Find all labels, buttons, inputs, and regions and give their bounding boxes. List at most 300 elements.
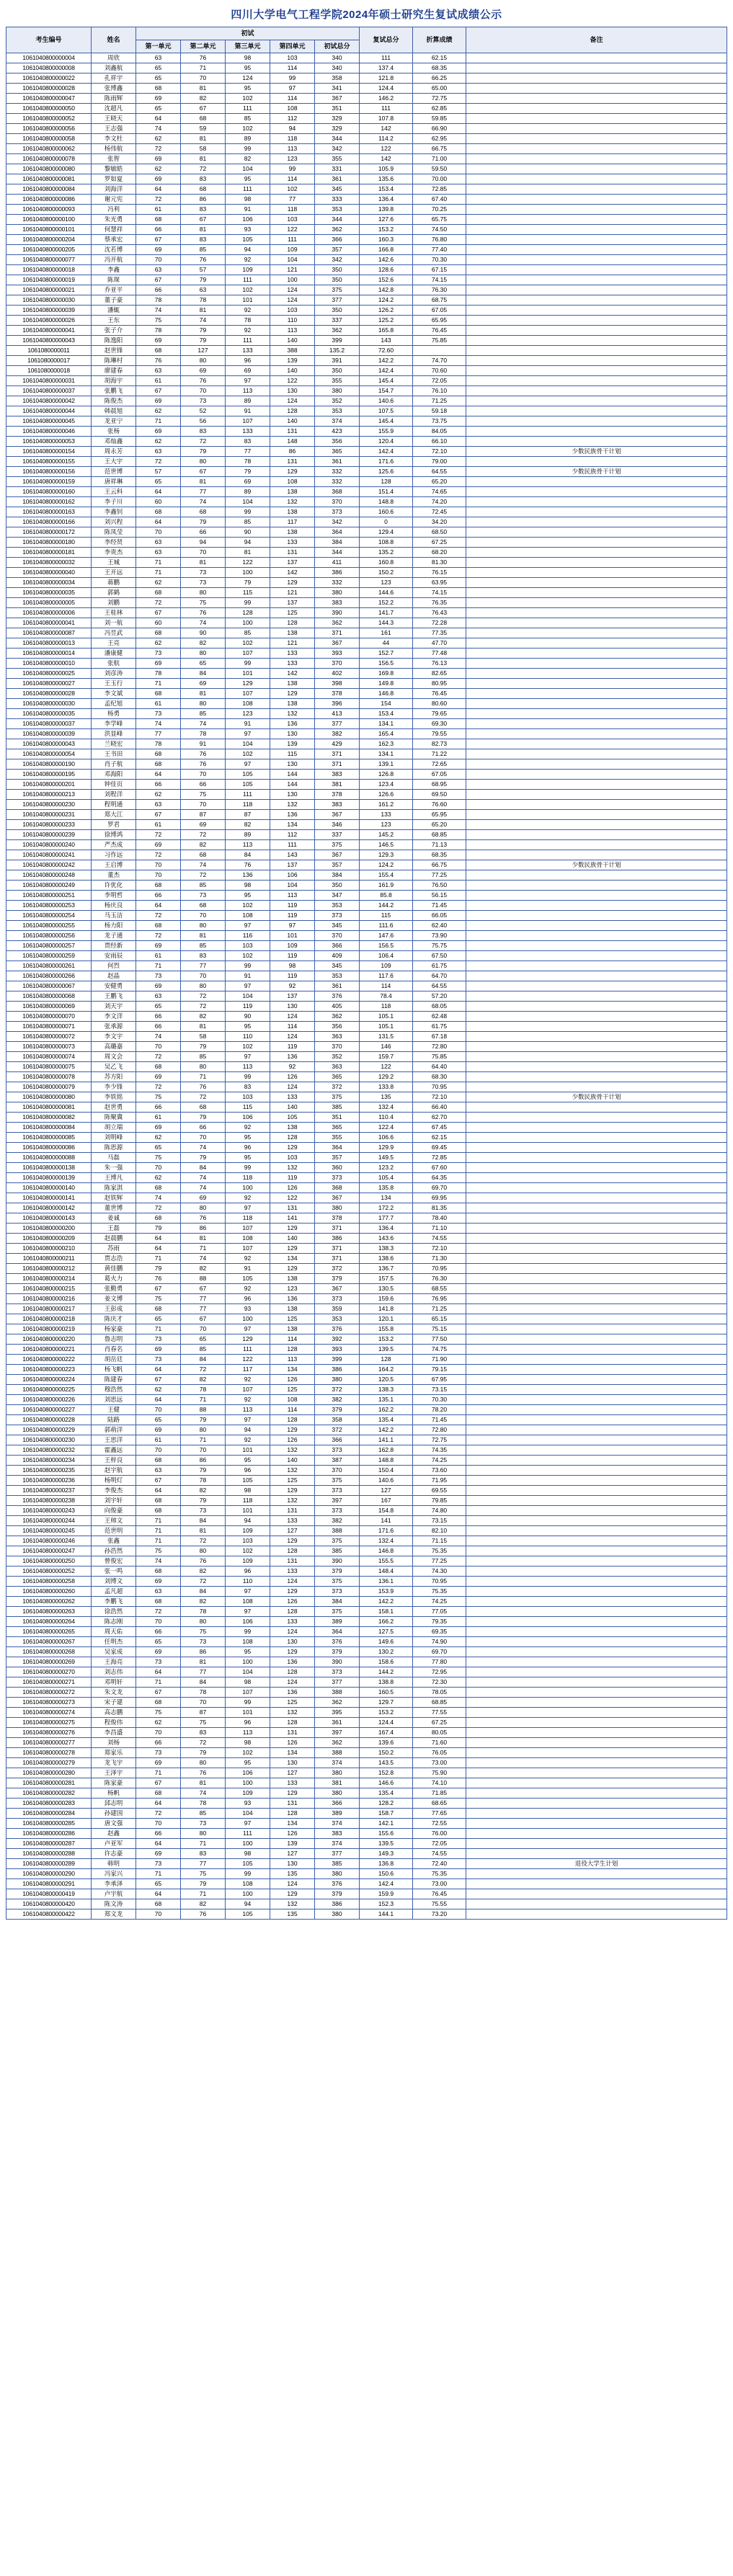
cell-unit1: 72: [136, 195, 181, 205]
cell-unit4: 125: [270, 1698, 315, 1708]
cell-converted: 34.20: [413, 517, 466, 527]
cell-converted: 47.70: [413, 638, 466, 649]
cell-chushi-total: 371: [315, 749, 360, 759]
cell-name: 孟纪旭: [92, 699, 136, 709]
cell-unit2: 79: [181, 336, 226, 346]
cell-fushi-total: 146.5: [360, 840, 413, 850]
cell-id: 1061040800000275: [6, 1718, 92, 1728]
cell-unit2: 67: [181, 215, 226, 225]
cell-fushi-total: 146.8: [360, 1546, 413, 1556]
cell-unit3: 94: [226, 1425, 270, 1435]
cell-converted: 66.05: [413, 911, 466, 921]
cell-unit3: 95: [226, 174, 270, 184]
cell-unit4: 137: [270, 558, 315, 568]
cell-unit4: 103: [270, 215, 315, 225]
cell-unit3: 95: [226, 1022, 270, 1032]
cell-id: 1061040800000228: [6, 1415, 92, 1425]
cell-name: 王泽宇: [92, 1768, 136, 1778]
cell-converted: 69.30: [413, 719, 466, 729]
cell-name: 赵鑫: [92, 1829, 136, 1839]
cell-unit3: 118: [226, 1496, 270, 1506]
header-chushi-group: 初试: [136, 27, 360, 40]
cell-note: [466, 1748, 727, 1758]
cell-converted: 73.90: [413, 931, 466, 941]
table-row: [6, 94, 727, 104]
cell-name: 范世明: [92, 1526, 136, 1536]
cell-chushi-total: 365: [315, 1072, 360, 1082]
cell-unit3: 97: [226, 1203, 270, 1213]
cell-unit3: 105: [226, 1859, 270, 1869]
cell-fushi-total: 127.5: [360, 1627, 413, 1637]
cell-unit2: 85: [181, 245, 226, 255]
cell-unit2: 76: [181, 53, 226, 63]
cell-unit4: 113: [270, 891, 315, 901]
table-row: [6, 860, 727, 870]
cell-unit4: 119: [270, 971, 315, 981]
cell-name: 王健: [92, 1405, 136, 1415]
cell-chushi-total: 375: [315, 1476, 360, 1486]
cell-converted: 68.20: [413, 548, 466, 558]
cell-unit4: 124: [270, 1627, 315, 1637]
cell-unit2: 84: [181, 1677, 226, 1688]
cell-unit1: 75: [136, 1708, 181, 1718]
cell-unit1: 65: [136, 1143, 181, 1153]
cell-fushi-total: 153.4: [360, 709, 413, 719]
cell-unit3: 92: [226, 255, 270, 265]
cell-unit2: 79: [181, 1153, 226, 1163]
cell-converted: 79.00: [413, 457, 466, 467]
cell-unit4: 122: [270, 1193, 315, 1203]
table-row: [6, 538, 727, 548]
cell-unit1: 65: [136, 1637, 181, 1647]
table-row: [6, 1546, 727, 1556]
cell-note: [466, 255, 727, 265]
cell-fushi-total: 155.8: [360, 1324, 413, 1334]
cell-note: [466, 679, 727, 689]
cell-unit1: 70: [136, 870, 181, 881]
cell-note: [466, 326, 727, 336]
cell-fushi-total: 144.2: [360, 1667, 413, 1677]
cell-unit2: 73: [181, 1819, 226, 1829]
cell-note: [466, 1758, 727, 1768]
table-row: [6, 63, 727, 73]
cell-unit1: 63: [136, 800, 181, 810]
cell-unit4: 124: [270, 285, 315, 295]
cell-fushi-total: 120.4: [360, 437, 413, 447]
table-row: [6, 911, 727, 921]
table-row: [6, 1799, 727, 1809]
cell-unit3: 113: [226, 1728, 270, 1738]
cell-id: 1061040800000141: [6, 1193, 92, 1203]
cell-unit1: 67: [136, 386, 181, 396]
cell-name: 兰晓宏: [92, 739, 136, 749]
cell-note: 少数民族骨干计划: [466, 1092, 727, 1102]
cell-fushi-total: 142: [360, 154, 413, 164]
cell-name: 王博凡: [92, 1173, 136, 1183]
table-row: [6, 1657, 727, 1667]
cell-unit4: 128: [270, 1607, 315, 1617]
cell-unit4: 126: [270, 1183, 315, 1193]
cell-fushi-total: 154: [360, 699, 413, 709]
cell-fushi-total: 161: [360, 628, 413, 638]
cell-note: [466, 1183, 727, 1193]
cell-unit2: 79: [181, 1415, 226, 1425]
cell-fushi-total: 135.4: [360, 1415, 413, 1425]
cell-chushi-total: 372: [315, 1264, 360, 1274]
cell-id: 1061040800000230: [6, 800, 92, 810]
cell-unit1: 64: [136, 770, 181, 780]
cell-chushi-total: 340: [315, 63, 360, 73]
cell-note: [466, 487, 727, 497]
cell-note: [466, 1173, 727, 1183]
cell-chushi-total: 380: [315, 1909, 360, 1920]
cell-unit4: 138: [270, 1274, 315, 1284]
table-row: [6, 1345, 727, 1355]
cell-unit1: 67: [136, 810, 181, 820]
cell-chushi-total: 397: [315, 1496, 360, 1506]
table-row: [6, 1879, 727, 1889]
cell-unit4: 113: [270, 144, 315, 154]
cell-unit3: 107: [226, 649, 270, 659]
cell-unit4: 134: [270, 1365, 315, 1375]
cell-name: 陈家豪: [92, 1778, 136, 1788]
cell-unit2: 70: [181, 548, 226, 558]
cell-unit3: 110: [226, 1577, 270, 1587]
cell-id: 1061040800000030: [6, 295, 92, 306]
cell-unit3: 113: [226, 840, 270, 850]
cell-name: 孙浩然: [92, 1546, 136, 1556]
cell-unit3: 109: [226, 1788, 270, 1799]
cell-unit4: 129: [270, 1425, 315, 1435]
cell-chushi-total: 375: [315, 1607, 360, 1617]
cell-unit2: 52: [181, 406, 226, 416]
cell-unit3: 111: [226, 104, 270, 114]
cell-fushi-total: 129.4: [360, 527, 413, 538]
cell-unit2: 83: [181, 205, 226, 215]
cell-chushi-total: 329: [315, 114, 360, 124]
cell-name: 冯家兴: [92, 1869, 136, 1879]
cell-name: 高璐嘉: [92, 1042, 136, 1052]
cell-chushi-total: 388: [315, 1748, 360, 1758]
cell-fushi-total: 155.6: [360, 1829, 413, 1839]
cell-id: 1061040800000008: [6, 63, 92, 73]
cell-converted: 70.25: [413, 205, 466, 215]
cell-unit2: 85: [181, 1052, 226, 1062]
cell-name: 刘明峰: [92, 1133, 136, 1143]
cell-fushi-total: 143.6: [360, 1234, 413, 1244]
table-row: [6, 598, 727, 608]
cell-note: [466, 1334, 727, 1345]
cell-name: 王鹏飞: [92, 991, 136, 1002]
cell-name: 李经贤: [92, 538, 136, 548]
cell-fushi-total: 145.4: [360, 376, 413, 386]
cell-note: [466, 114, 727, 124]
cell-note: [466, 1113, 727, 1123]
cell-name: 李昌盛: [92, 1728, 136, 1738]
cell-name: 龙飞宇: [92, 1758, 136, 1768]
cell-chushi-total: 361: [315, 981, 360, 991]
cell-id: 1061040800000028: [6, 689, 92, 699]
cell-unit4: 121: [270, 588, 315, 598]
cell-unit4: 114: [270, 1405, 315, 1415]
cell-fushi-total: 106.4: [360, 951, 413, 961]
cell-name: 李鹏飞: [92, 1597, 136, 1607]
cell-unit3: 136: [226, 870, 270, 881]
table-row: [6, 709, 727, 719]
cell-name: 郑家乐: [92, 1748, 136, 1758]
cell-unit4: 129: [270, 1889, 315, 1899]
cell-unit2: 68: [181, 507, 226, 517]
cell-unit2: 78: [181, 295, 226, 306]
cell-unit1: 76: [136, 356, 181, 366]
cell-unit1: 71: [136, 568, 181, 578]
cell-unit3: 96: [226, 1294, 270, 1304]
cell-id: 1061040800000014: [6, 649, 92, 659]
cell-unit1: 78: [136, 295, 181, 306]
cell-unit1: 72: [136, 457, 181, 467]
cell-unit4: 140: [270, 1234, 315, 1244]
cell-unit2: 70: [181, 911, 226, 921]
cell-converted: 67.50: [413, 951, 466, 961]
cell-chushi-total: 370: [315, 659, 360, 669]
cell-id: 1061040800000088: [6, 1153, 92, 1163]
cell-unit2: 78: [181, 1799, 226, 1809]
cell-id: 1061040800000419: [6, 1889, 92, 1899]
cell-unit3: 96: [226, 356, 270, 366]
cell-fushi-total: 152.3: [360, 1899, 413, 1909]
cell-unit4: 144: [270, 770, 315, 780]
cell-note: [466, 891, 727, 901]
cell-unit4: 92: [270, 981, 315, 991]
cell-note: [466, 1032, 727, 1042]
cell-unit4: 125: [270, 1385, 315, 1395]
cell-chushi-total: 377: [315, 719, 360, 729]
cell-id: 1061040800000035: [6, 709, 92, 719]
table-row: [6, 356, 727, 366]
cell-unit2: 80: [181, 699, 226, 709]
cell-unit1: 64: [136, 184, 181, 195]
table-row: [6, 1244, 727, 1254]
cell-converted: 74.15: [413, 588, 466, 598]
cell-name: 胡岳廷: [92, 1355, 136, 1365]
cell-id: 1061040800000018: [6, 265, 92, 275]
cell-note: [466, 1445, 727, 1456]
table-row: [6, 679, 727, 689]
cell-converted: 75.90: [413, 1768, 466, 1778]
cell-unit3: 99: [226, 1698, 270, 1708]
cell-unit3: 89: [226, 830, 270, 840]
cell-converted: 74.25: [413, 1456, 466, 1466]
cell-unit1: 68: [136, 921, 181, 931]
cell-note: [466, 1193, 727, 1203]
cell-name: 王云科: [92, 487, 136, 497]
cell-fushi-total: 150.4: [360, 1466, 413, 1476]
cell-unit3: 108: [226, 911, 270, 921]
cell-note: [466, 770, 727, 780]
cell-id: 1061040800000289: [6, 1859, 92, 1869]
cell-unit2: 82: [181, 1597, 226, 1607]
cell-note: [466, 709, 727, 719]
cell-chushi-total: 377: [315, 1849, 360, 1859]
cell-converted: 76.15: [413, 568, 466, 578]
cell-converted: 65.20: [413, 477, 466, 487]
cell-fushi-total: 145.2: [360, 830, 413, 840]
cell-chushi-total: 350: [315, 306, 360, 316]
table-row: [6, 921, 727, 931]
cell-unit4: 114: [270, 63, 315, 73]
cell-converted: 71.10: [413, 1224, 466, 1234]
cell-chushi-total: 397: [315, 1728, 360, 1738]
cell-id: 1061040800000244: [6, 1516, 92, 1526]
cell-unit2: 80: [181, 457, 226, 467]
cell-chushi-total: 371: [315, 628, 360, 638]
cell-converted: 79.15: [413, 1365, 466, 1375]
cell-unit2: 81: [181, 689, 226, 699]
cell-name: 陈家淇: [92, 1183, 136, 1193]
cell-unit2: 74: [181, 1143, 226, 1153]
cell-name: 刘思远: [92, 1395, 136, 1405]
cell-note: [466, 416, 727, 427]
cell-fushi-total: 128.2: [360, 1799, 413, 1809]
cell-id: 1061040800000219: [6, 1324, 92, 1334]
cell-converted: 74.55: [413, 1849, 466, 1859]
cell-chushi-total: 356: [315, 1022, 360, 1032]
cell-converted: 73.20: [413, 1909, 466, 1920]
cell-name: 马玉洁: [92, 911, 136, 921]
cell-fushi-total: 129.2: [360, 1072, 413, 1082]
cell-fushi-total: 142.4: [360, 447, 413, 457]
cell-note: [466, 638, 727, 649]
cell-unit4: 141: [270, 1213, 315, 1224]
cell-chushi-total: 380: [315, 1768, 360, 1778]
cell-unit4: 132: [270, 1163, 315, 1173]
cell-converted: 74.90: [413, 1637, 466, 1647]
cell-chushi-total: 375: [315, 1536, 360, 1546]
cell-name: 王城: [92, 558, 136, 568]
table-row: [6, 1819, 727, 1829]
cell-id: 1061040800000285: [6, 1819, 92, 1829]
cell-id: 1061040800000139: [6, 1173, 92, 1183]
cell-unit2: 75: [181, 790, 226, 800]
cell-converted: 76.00: [413, 1829, 466, 1839]
cell-unit3: 119: [226, 1002, 270, 1012]
cell-unit1: 72: [136, 598, 181, 608]
cell-note: [466, 1556, 727, 1566]
cell-converted: 67.18: [413, 1032, 466, 1042]
cell-unit1: 72: [136, 144, 181, 154]
cell-name: 任明杰: [92, 1637, 136, 1647]
cell-id: 1061040800000032: [6, 558, 92, 568]
cell-fushi-total: 164.2: [360, 1365, 413, 1375]
cell-chushi-total: 362: [315, 1012, 360, 1022]
cell-converted: 76.30: [413, 285, 466, 295]
cell-unit4: 134: [270, 1748, 315, 1758]
cell-converted: 74.35: [413, 1445, 466, 1456]
cell-unit4: 138: [270, 699, 315, 709]
cell-unit4: 134: [270, 1819, 315, 1829]
cell-unit2: 74: [181, 316, 226, 326]
cell-fushi-total: 133.8: [360, 1082, 413, 1092]
cell-unit3: 99: [226, 1627, 270, 1637]
cell-chushi-total: 374: [315, 1758, 360, 1768]
cell-chushi-total: 383: [315, 598, 360, 608]
cell-id: 1061040800000251: [6, 891, 92, 901]
cell-note: [466, 1708, 727, 1718]
cell-unit3: 95: [226, 1456, 270, 1466]
cell-chushi-total: 342: [315, 144, 360, 154]
cell-unit1: 78: [136, 669, 181, 679]
cell-unit3: 98: [226, 53, 270, 63]
cell-unit2: 80: [181, 1617, 226, 1627]
cell-fushi-total: 126.8: [360, 770, 413, 780]
cell-id: 1061040800000021: [6, 285, 92, 295]
cell-unit3: 98: [226, 1738, 270, 1748]
cell-unit2: 72: [181, 437, 226, 447]
table-row: [6, 1193, 727, 1203]
cell-chushi-total: 357: [315, 245, 360, 255]
cell-unit3: 109: [226, 265, 270, 275]
cell-fushi-total: 107.8: [360, 114, 413, 124]
cell-unit3: 92: [226, 1375, 270, 1385]
cell-note: [466, 316, 727, 326]
cell-note: 退役大学生计划: [466, 1859, 727, 1869]
cell-name: 安雨辰: [92, 951, 136, 961]
cell-unit2: 85: [181, 881, 226, 891]
cell-chushi-total: 379: [315, 1405, 360, 1415]
cell-fushi-total: 160.3: [360, 235, 413, 245]
cell-unit4: 111: [270, 235, 315, 245]
cell-chushi-total: 411: [315, 558, 360, 568]
cell-converted: 75.85: [413, 1052, 466, 1062]
table-row: [6, 205, 727, 215]
cell-unit4: 128: [270, 406, 315, 416]
cell-fushi-total: 142: [360, 124, 413, 134]
cell-chushi-total: 371: [315, 1244, 360, 1254]
cell-name: 孟凡超: [92, 1587, 136, 1597]
cell-unit4: 118: [270, 134, 315, 144]
cell-note: [466, 225, 727, 235]
cell-unit4: 106: [270, 870, 315, 881]
cell-unit2: 70: [181, 800, 226, 810]
cell-unit4: 124: [270, 1032, 315, 1042]
cell-unit4: 111: [270, 840, 315, 850]
cell-unit3: 100: [226, 1839, 270, 1849]
cell-converted: 68.05: [413, 1002, 466, 1012]
cell-converted: 69.70: [413, 1183, 466, 1193]
cell-unit1: 73: [136, 1859, 181, 1869]
cell-chushi-total: 375: [315, 1092, 360, 1102]
cell-note: [466, 1546, 727, 1556]
cell-note: [466, 1365, 727, 1375]
cell-unit2: 76: [181, 1909, 226, 1920]
cell-unit1: 69: [136, 659, 181, 669]
cell-fushi-total: 111: [360, 104, 413, 114]
cell-name: 赵世勇: [92, 1102, 136, 1113]
cell-unit4: 124: [270, 1879, 315, 1889]
cell-note: [466, 1153, 727, 1163]
cell-note: [466, 870, 727, 881]
cell-note: [466, 759, 727, 770]
cell-fushi-total: 78.4: [360, 991, 413, 1002]
cell-unit4: 131: [270, 1799, 315, 1809]
cell-chushi-total: 382: [315, 1516, 360, 1526]
cell-fushi-total: 0: [360, 517, 413, 527]
cell-unit2: 86: [181, 195, 226, 205]
cell-unit4: 118: [270, 205, 315, 215]
cell-chushi-total: 389: [315, 1617, 360, 1627]
cell-converted: 79.55: [413, 729, 466, 739]
table-row: [6, 568, 727, 578]
